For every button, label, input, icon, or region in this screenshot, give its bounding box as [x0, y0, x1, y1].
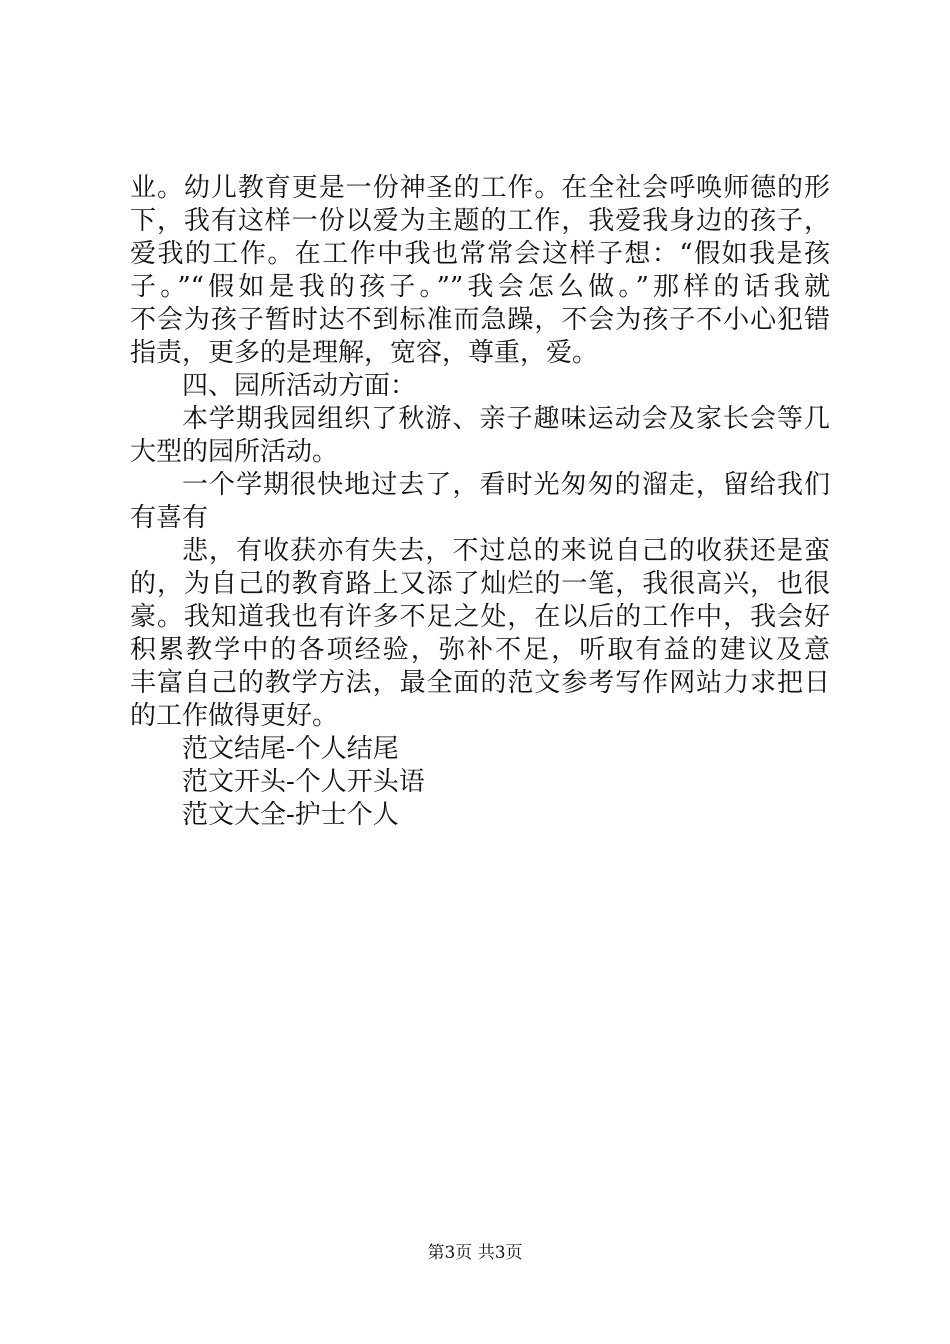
- body-line: 业。幼儿教育更是一份神圣的工作。在全社会呼唤师德的形: [130, 173, 830, 203]
- body-line: 的，为自己的教育路上又添了灿烂的一笔，我很高兴，也很: [130, 569, 830, 599]
- body-line: 不会为孩子暂时达不到标准而急躁，不会为孩子不小心犯错: [130, 305, 830, 335]
- body-line: 丰富自己的教学方法，最全面的范文参考写作网站力求把日: [130, 668, 830, 698]
- body-line: 悲，有收获亦有失去，不过总的来说自己的收获还是蛮: [182, 536, 830, 566]
- body-line: 的工作做得更好。: [130, 701, 339, 731]
- related-link-line: 范文结尾-个人结尾: [182, 734, 399, 764]
- related-link-line: 范文大全-护士个人: [182, 800, 399, 830]
- body-line: 下，我有这样一份以爱为主题的工作，我爱我身边的孩子，: [130, 206, 830, 236]
- body-line: 指责，更多的是理解，宽容，尊重，爱。: [130, 338, 599, 368]
- body-line: 爱我的工作。在工作中我也常常会这样子想：“假如我是孩: [130, 239, 830, 269]
- body-line: 一个学期很快地过去了，看时光匆匆的溜走，留给我们: [182, 470, 830, 500]
- body-line: 积累教学中的各项经验，弥补不足，听取有益的建议及意: [130, 635, 830, 665]
- body-line: 本学期我园组织了秋游、亲子趣味运动会及家长会等几: [182, 404, 830, 434]
- body-line: 豪。我知道我也有许多不足之处，在以后的工作中，我会好: [130, 602, 830, 632]
- page-number-footer: 第3页 共3页: [427, 1243, 523, 1263]
- section-heading: 四、园所活动方面：: [182, 371, 417, 401]
- body-line: 有喜有: [130, 503, 209, 533]
- document-body: [130, 172, 830, 832]
- related-link-line: 范文开头-个人开头语: [182, 767, 425, 797]
- body-line: 子。”“假如是我的孩子。””我会怎么做。”那样的话我就: [130, 272, 830, 302]
- body-line: 大型的园所活动。: [130, 437, 339, 467]
